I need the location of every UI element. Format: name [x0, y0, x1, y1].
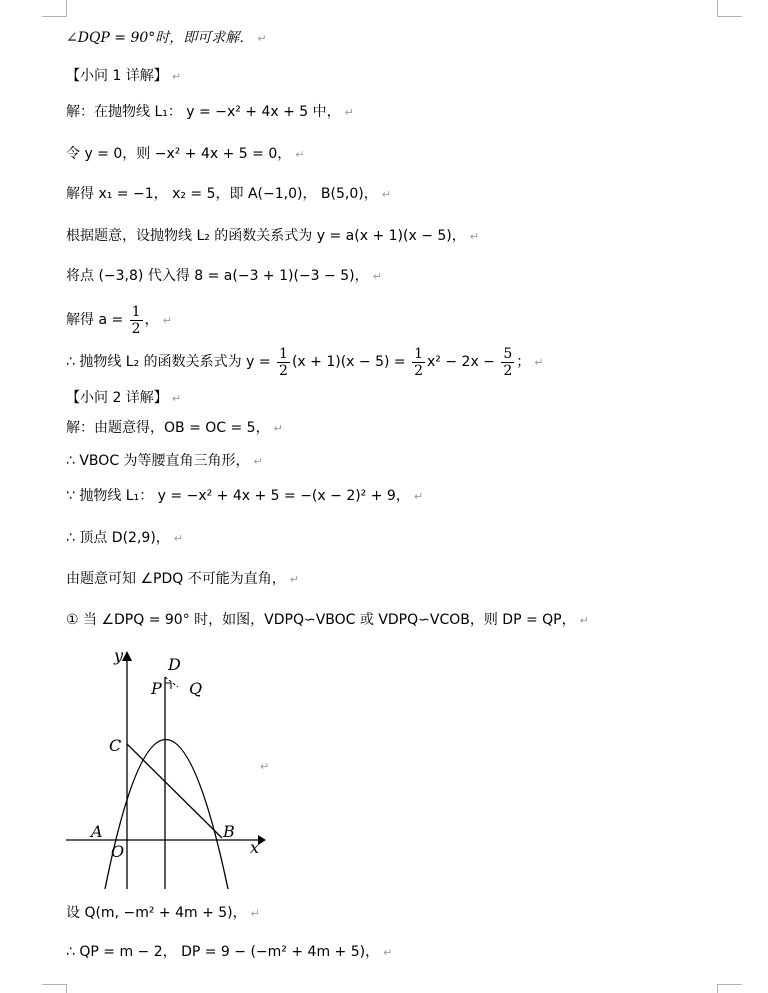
line-text: 将点 (−3,8) 代入得 8 = a(−3 + 1)(−3 − 5)，	[66, 268, 369, 284]
label-d: D	[168, 655, 181, 674]
x-axis-arrow	[258, 835, 266, 845]
fraction	[501, 346, 514, 379]
paragraph-mark: ↵	[171, 392, 182, 405]
line-text: 由题意可知 ∠PDQ 不可能为直角，	[66, 571, 286, 587]
text-line	[66, 28, 267, 49]
text-line	[66, 903, 260, 924]
line-text: 解得 a =	[66, 312, 128, 328]
text-line	[66, 569, 299, 590]
corner-mark-top-left	[42, 0, 67, 17]
section-heading	[66, 66, 181, 87]
paragraph-mark: ↵	[295, 148, 305, 161]
corner-mark-top-right	[717, 0, 742, 17]
fraction-denominator: 2	[279, 362, 288, 379]
paragraph-mark: ↵	[260, 760, 270, 773]
line-text: ① 当 ∠DPQ = 90° 时，如图，VDPQ∽VBOC 或 VDPQ∽VCOB，则 DP = QP，	[66, 612, 576, 628]
parabola-curve	[105, 740, 228, 890]
y-axis-arrow	[122, 651, 132, 661]
text-line	[66, 610, 589, 631]
label-a: A	[91, 822, 103, 841]
fraction	[130, 304, 143, 337]
line-text: 令 y = 0，则 −x² + 4x + 5 = 0，	[66, 146, 292, 162]
fraction-numerator: 1	[279, 345, 288, 362]
fraction-denominator: 2	[131, 320, 141, 337]
line-text: ∴ 抛物线 L₂ 的函数关系式为 y =	[66, 354, 276, 370]
text-line	[66, 344, 544, 380]
text-line	[66, 486, 423, 507]
label-y: y	[114, 646, 124, 665]
label-c: C	[109, 736, 122, 755]
fraction-numerator: 5	[503, 345, 513, 362]
segment-cb	[127, 744, 222, 838]
fraction	[412, 346, 425, 379]
line-text: ∴ QP = m − 2， DP = 9 − (−m² + 4m + 5)，	[66, 944, 380, 960]
text-line	[66, 302, 172, 338]
paragraph-mark: ↵	[579, 614, 589, 627]
paragraph-mark: ↵	[253, 455, 263, 468]
paragraph-mark: ↵	[372, 270, 382, 283]
paragraph-mark: ↵	[171, 70, 182, 83]
text-line	[66, 144, 304, 165]
line-text: ∠DQP = 90°时，即可求解．	[66, 30, 254, 46]
text-line	[66, 942, 392, 963]
line-text: 设 Q(m, −m² + 4m + 5)，	[66, 905, 247, 921]
line-text: 【小问 2 详解】	[66, 390, 168, 406]
label-o: O	[111, 842, 125, 861]
paragraph-mark: ↵	[413, 490, 424, 503]
text-line	[66, 528, 183, 549]
line-text: 解：由题意得，OB = OC = 5，	[66, 420, 270, 436]
line-text: 【小问 1 详解】	[66, 68, 168, 84]
text-line	[66, 226, 479, 247]
line-text: ∵ 抛物线 L₁： y = −x² + 4x + 5 = −(x − 2)² + 9，	[66, 488, 410, 504]
text-line	[66, 184, 391, 205]
line-text: 解得 x₁ = −1， x₂ = 5，即 A(−1,0)， B(5,0)，	[66, 186, 378, 202]
fraction-numerator: 1	[414, 345, 424, 362]
fraction-denominator: 2	[414, 362, 424, 379]
line-text: ，	[144, 312, 159, 328]
paragraph-mark: ↵	[173, 532, 183, 545]
line-text: (x + 1)(x − 5) =	[291, 354, 411, 370]
paragraph-mark: ↵	[289, 573, 299, 586]
fraction-denominator: 2	[503, 362, 513, 379]
fraction	[277, 346, 290, 379]
paragraph-mark: ↵	[534, 356, 544, 369]
paragraph-mark: ↵	[273, 422, 283, 435]
paragraph-mark: ↵	[469, 230, 479, 243]
section-heading	[66, 388, 181, 409]
label-x: x	[250, 838, 260, 857]
paragraph-mark: ↵	[162, 314, 172, 327]
text-line	[66, 451, 263, 472]
text-line	[66, 102, 354, 123]
line-text: ∴ VBOC 为等腰直角三角形，	[66, 453, 250, 469]
right-angle-mark	[165, 683, 171, 689]
text-line	[66, 266, 382, 287]
line-text: x² − 2x −	[427, 354, 500, 370]
label-b: B	[223, 822, 235, 841]
text-line	[66, 418, 283, 439]
paragraph-mark: ↵	[383, 946, 393, 959]
paragraph-mark: ↵	[381, 188, 391, 201]
paragraph-mark: ↵	[344, 106, 354, 119]
line-text: ；	[516, 354, 531, 370]
label-q: Q	[189, 679, 203, 698]
paragraph-mark: ↵	[250, 907, 260, 920]
line-text: 根据题意，设抛物线 L₂ 的函数关系式为 y = a(x + 1)(x − 5)，	[66, 228, 466, 244]
paragraph-mark: ↵	[257, 32, 267, 45]
fraction-numerator: 1	[131, 303, 141, 320]
line-text: ∴ 顶点 D(2,9)，	[66, 530, 170, 546]
label-p: P	[151, 679, 162, 698]
parabola-figure	[60, 645, 280, 895]
line-text: 解：在抛物线 L₁： y = −x² + 4x + 5 中，	[66, 104, 341, 120]
